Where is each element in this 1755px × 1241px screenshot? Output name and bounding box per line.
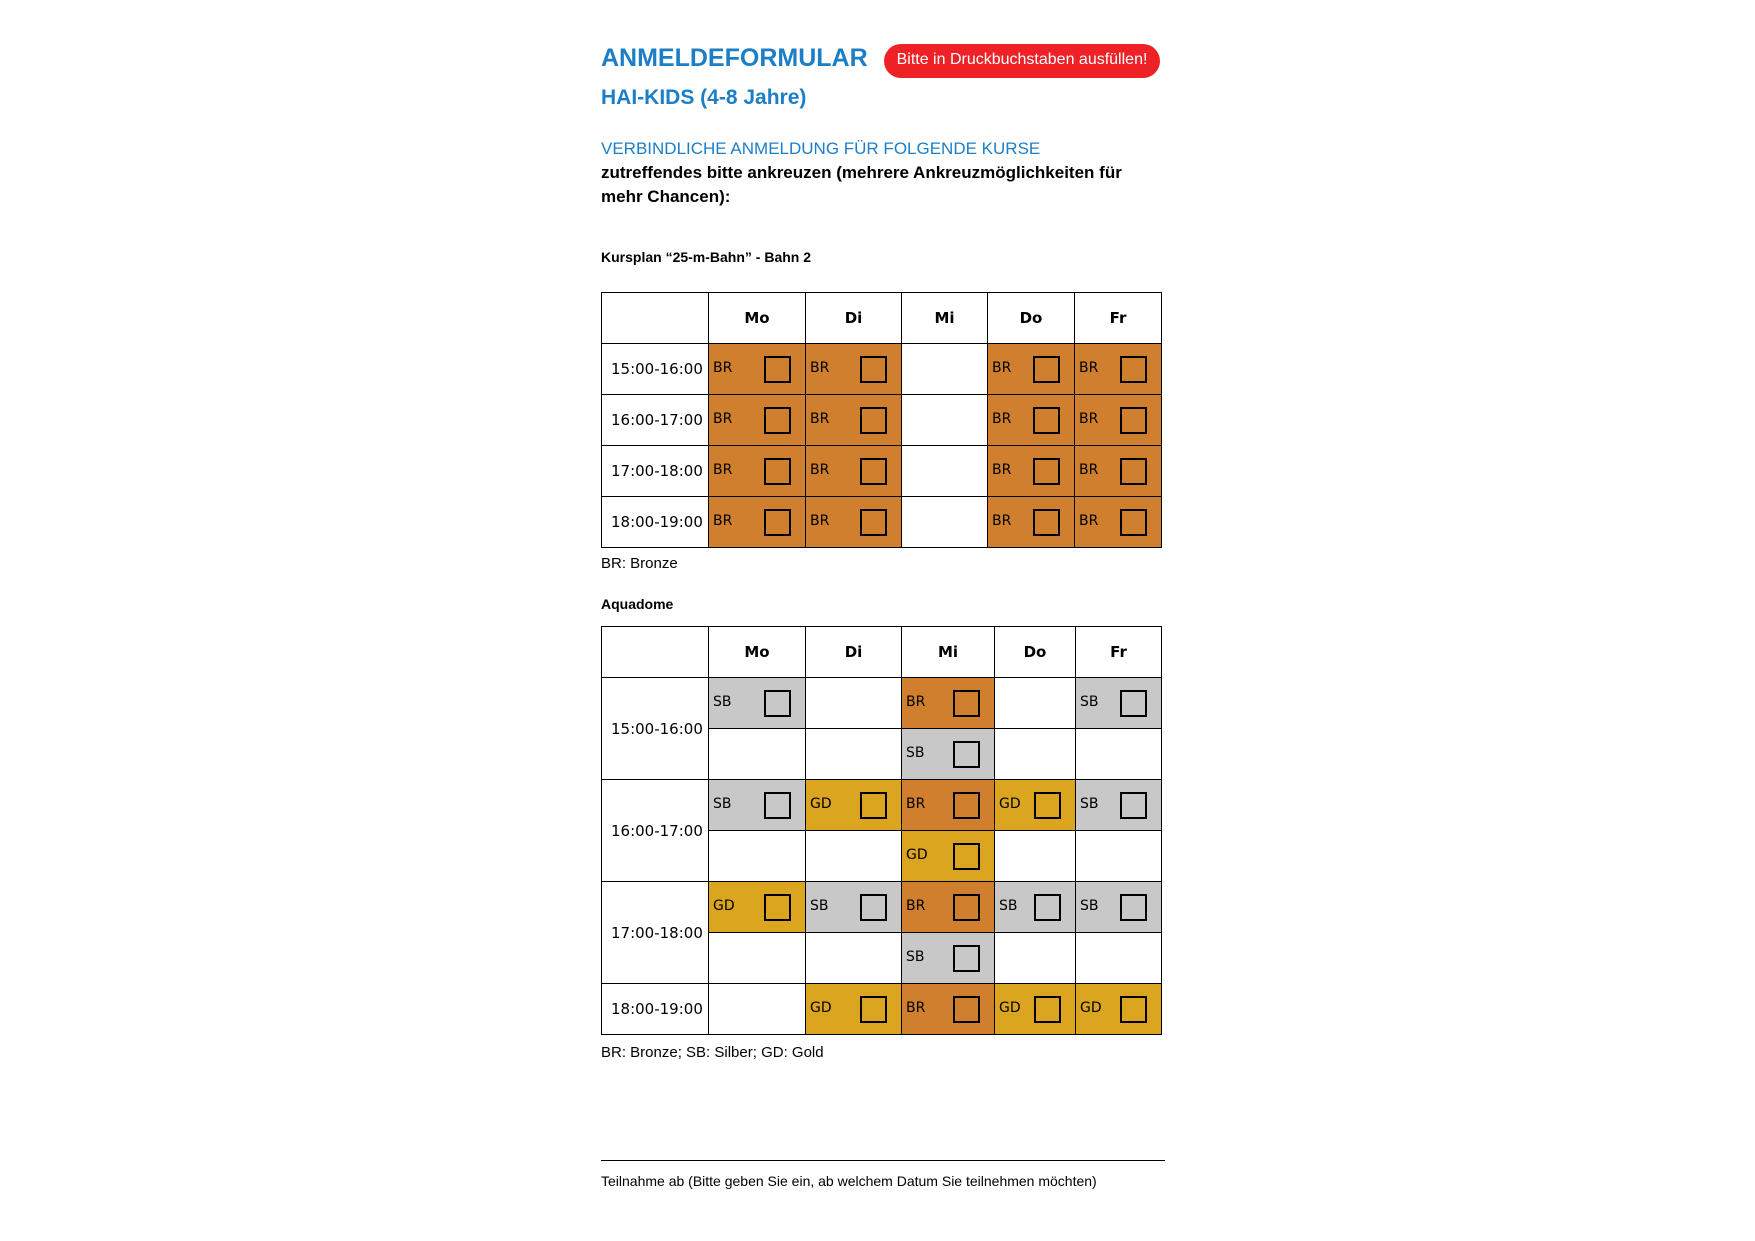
schedule-cell [1076,729,1162,780]
course-slot [1075,446,1161,496]
course-slot [709,344,805,394]
course-slot [902,831,994,881]
slot-checkbox[interactable] [953,945,980,972]
course-slot [988,344,1074,394]
course-level-code: GD [999,1000,1021,1016]
slot-checkbox[interactable] [860,894,887,921]
slot-checkbox[interactable] [1120,894,1147,921]
course-level-code: BR [906,796,926,812]
schedule-cell [806,984,902,1035]
schedule-cell [902,831,995,882]
slot-checkbox[interactable] [953,792,980,819]
schedule-cell [709,984,806,1035]
day-header-do: Do [995,627,1076,678]
table2-legend: BR: Bronze; SB: Silber; GD: Gold [601,1044,824,1061]
schedule-cell [1075,497,1162,548]
schedule-cell [995,729,1076,780]
course-level-code: SB [713,796,732,812]
schedule-cell [902,497,988,548]
course-level-code: BR [992,462,1012,478]
date-entry-line[interactable] [601,1160,1165,1161]
schedule-cell [902,729,995,780]
course-slot [995,984,1075,1034]
schedule-cell [988,395,1075,446]
day-header-mo: Mo [709,293,806,344]
course-level-code: GD [810,796,832,812]
schedule-cell [1076,882,1162,933]
schedule-cell [806,678,902,729]
course-level-code: SB [1080,796,1099,812]
slot-checkbox[interactable] [764,690,791,717]
course-level-code: BR [810,360,830,376]
schedule-cell [709,678,806,729]
day-header-fr: Fr [1076,627,1162,678]
slot-checkbox[interactable] [1120,407,1147,434]
time-slot-label: 15:00-16:00 [602,344,709,395]
schedule-cell [709,780,806,831]
schedule-cell [902,984,995,1035]
slot-checkbox[interactable] [764,407,791,434]
slot-checkbox[interactable] [860,509,887,536]
schedule-cell [902,882,995,933]
schedule-cell [806,729,902,780]
slot-checkbox[interactable] [860,458,887,485]
course-slot [902,933,994,983]
schedule-cell [806,831,902,882]
schedule-cell [806,933,902,984]
table-row [602,882,1162,933]
table1-legend: BR: Bronze [601,555,678,572]
registration-form [601,40,1161,1189]
time-slot-label: 18:00-19:00 [602,497,709,548]
slot-checkbox[interactable] [860,356,887,383]
slot-checkbox[interactable] [1034,996,1061,1023]
course-level-code: BR [906,694,926,710]
course-slot [806,984,901,1034]
course-slot [806,446,901,496]
time-slot-label: 17:00-18:00 [602,446,709,497]
course-slot [1075,344,1161,394]
schedule-cell [1076,831,1162,882]
schedule-cell [1076,780,1162,831]
time-slot-label: 17:00-18:00 [602,882,709,984]
schedule-cell [902,780,995,831]
schedule-cell [902,933,995,984]
schedule-cell [806,344,902,395]
schedule-cell [709,344,806,395]
slot-checkbox[interactable] [1120,356,1147,383]
header-corner [602,293,709,344]
course-slot [1076,984,1161,1034]
form-title: ANMELDEFORMULAR [601,44,868,72]
day-header-mi: Mi [902,627,995,678]
schedule-cell [995,882,1076,933]
course-slot [902,780,994,830]
table-row [602,446,1162,497]
schedule-cell [806,497,902,548]
course-level-code: BR [810,513,830,529]
slot-checkbox[interactable] [1120,458,1147,485]
course-slot [709,678,805,728]
course-slot [806,780,901,830]
slot-checkbox[interactable] [953,690,980,717]
day-header-do: Do [988,293,1075,344]
schedule-cell [709,446,806,497]
schedule-cell [806,395,902,446]
course-slot [709,497,805,547]
course-level-code: GD [810,1000,832,1016]
slot-checkbox[interactable] [860,407,887,434]
slot-checkbox[interactable] [953,741,980,768]
course-level-code: BR [1079,513,1099,529]
course-level-code: BR [992,411,1012,427]
course-slot [902,729,994,779]
course-slot [806,395,901,445]
schedule-cell [902,446,988,497]
slot-checkbox[interactable] [764,792,791,819]
course-level-code: GD [1080,1000,1102,1016]
course-level-code: BR [1079,411,1099,427]
instructions: zutreffendes bitte ankreuzen (mehrere Ankreuzmöglichkeiten für mehr Chancen): [601,163,1122,206]
schedule-cell [988,446,1075,497]
section-heading: VERBINDLICHE ANMELDUNG FÜR FOLGENDE KURSE [601,139,1041,158]
schedule-cell [995,678,1076,729]
schedule-cell [1075,446,1162,497]
course-level-code: SB [1080,694,1099,710]
course-slot [1075,395,1161,445]
course-level-code: SB [999,898,1018,914]
course-slot [709,780,805,830]
slot-checkbox[interactable] [1120,509,1147,536]
course-slot [995,780,1075,830]
course-slot [902,678,994,728]
course-slot [709,446,805,496]
course-slot [709,882,805,932]
slot-checkbox[interactable] [860,996,887,1023]
schedule-cell [902,395,988,446]
course-slot [995,882,1075,932]
slot-checkbox[interactable] [1033,356,1060,383]
schedule-cell [806,882,902,933]
time-slot-label: 18:00-19:00 [602,984,709,1035]
course-level-code: SB [1080,898,1099,914]
slot-checkbox[interactable] [953,843,980,870]
slot-checkbox[interactable] [1120,996,1147,1023]
course-level-code: BR [992,360,1012,376]
time-slot-label: 16:00-17:00 [602,395,709,446]
course-slot [806,344,901,394]
course-slot [988,497,1074,547]
course-level-code: BR [906,898,926,914]
course-level-code: SB [906,745,925,761]
schedule-cell [1076,984,1162,1035]
date-entry-label: Teilnahme ab (Bitte geben Sie ein, ab welchem Datum Sie teilnehmen möchten) [601,1173,1097,1189]
day-header-fr: Fr [1075,293,1162,344]
course-level-code: GD [713,898,735,914]
form-subtitle: HAI-KIDS (4-8 Jahre) [601,86,807,109]
schedule-cell [709,831,806,882]
schedule-cell [709,933,806,984]
slot-checkbox[interactable] [1034,792,1061,819]
course-slot [806,882,901,932]
table-row [602,780,1162,831]
table2-caption: Aquadome [601,596,674,612]
schedule-cell [995,933,1076,984]
course-level-code: BR [906,1000,926,1016]
schedule-cell [1075,344,1162,395]
course-level-code: SB [713,694,732,710]
course-slot [1076,882,1161,932]
slot-checkbox[interactable] [764,894,791,921]
schedule-table-25m [601,292,1162,548]
day-header-di: Di [806,627,902,678]
course-level-code: SB [810,898,829,914]
course-level-code: BR [992,513,1012,529]
course-level-code: SB [906,949,925,965]
course-level-code: BR [1079,462,1099,478]
course-slot [709,395,805,445]
slot-checkbox[interactable] [764,356,791,383]
course-slot [902,882,994,932]
slot-checkbox[interactable] [764,458,791,485]
slot-checkbox[interactable] [860,792,887,819]
day-header-mo: Mo [709,627,806,678]
course-slot [902,984,994,1034]
table-row [602,497,1162,548]
course-slot [1075,497,1161,547]
schedule-cell [988,344,1075,395]
slot-checkbox[interactable] [953,996,980,1023]
course-level-code: BR [713,462,733,478]
title-row [601,40,1161,76]
slot-checkbox[interactable] [1120,792,1147,819]
course-level-code: BR [713,513,733,529]
slot-checkbox[interactable] [1033,458,1060,485]
schedule-cell [1076,678,1162,729]
course-slot [806,497,901,547]
course-slot [988,395,1074,445]
course-level-code: GD [906,847,928,863]
schedule-cell [1076,933,1162,984]
schedule-cell [709,882,806,933]
schedule-cell [988,497,1075,548]
schedule-cell [709,395,806,446]
slot-checkbox[interactable] [953,894,980,921]
schedule-cell [1075,395,1162,446]
table-row [602,395,1162,446]
header-corner [602,627,709,678]
day-header-di: Di [806,293,902,344]
table-row [602,678,1162,729]
print-notice-badge: Bitte in Druckbuchstaben ausfüllen! [884,44,1160,78]
schedule-cell [806,780,902,831]
schedule-cell [709,729,806,780]
course-slot [1076,780,1161,830]
schedule-cell [806,446,902,497]
schedule-table-aquadome [601,626,1162,1035]
schedule-cell [995,780,1076,831]
table-row [602,984,1162,1035]
slot-checkbox[interactable] [1033,407,1060,434]
course-slot [988,446,1074,496]
schedule-cell [995,831,1076,882]
slot-checkbox[interactable] [1034,894,1061,921]
course-level-code: BR [810,462,830,478]
slot-checkbox[interactable] [1120,690,1147,717]
course-level-code: GD [999,796,1021,812]
time-slot-label: 15:00-16:00 [602,678,709,780]
slot-checkbox[interactable] [1033,509,1060,536]
schedule-cell [902,678,995,729]
course-level-code: BR [1079,360,1099,376]
schedule-cell [709,497,806,548]
course-level-code: BR [713,411,733,427]
schedule-cell [902,344,988,395]
schedule-cell [995,984,1076,1035]
course-level-code: BR [713,360,733,376]
day-header-mi: Mi [902,293,988,344]
time-slot-label: 16:00-17:00 [602,780,709,882]
course-level-code: BR [810,411,830,427]
table-row [602,344,1162,395]
table1-caption: Kursplan “25-m-Bahn” - Bahn 2 [601,249,812,265]
slot-checkbox[interactable] [764,509,791,536]
course-slot [1076,678,1161,728]
